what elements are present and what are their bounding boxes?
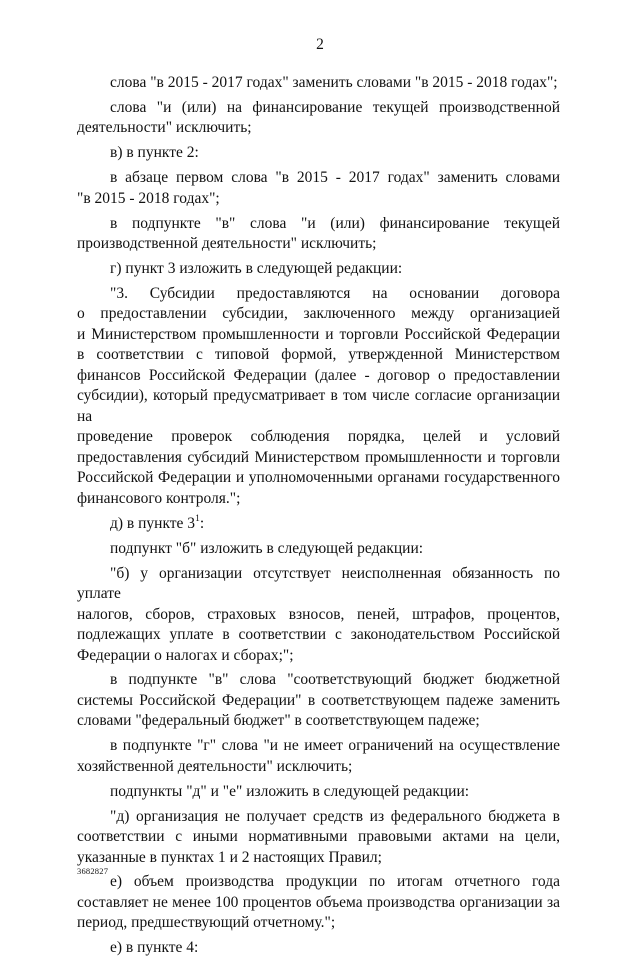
text-line bbox=[77, 304, 560, 325]
text-line-content: налогов, сборов, страховых взносов, пеней, штрафов, процентов, bbox=[77, 605, 560, 623]
text-line bbox=[77, 691, 560, 712]
text-line bbox=[77, 284, 560, 305]
text-line-content: системы Российской Федерации" в соответствующем падеже заменить bbox=[77, 691, 560, 709]
text-line bbox=[77, 468, 560, 489]
paragraph bbox=[77, 259, 560, 280]
paragraph bbox=[77, 143, 560, 164]
paragraph bbox=[77, 168, 560, 209]
text-line bbox=[77, 848, 560, 869]
text-line-content: в подпункте "в" слова "и (или) финансирование текущей bbox=[110, 214, 560, 232]
text-line-content: составляет не менее 100 процентов объема производства организации за bbox=[77, 893, 560, 911]
text-line-content: соответствии с иными нормативными правовыми актами на цели, bbox=[77, 828, 560, 846]
text-line bbox=[77, 757, 560, 778]
text-line bbox=[77, 938, 560, 959]
text-line bbox=[77, 736, 560, 757]
text-line-content: Федерации о налогах и сборах;"; bbox=[77, 646, 294, 664]
text-line bbox=[77, 893, 560, 914]
text-line bbox=[77, 98, 560, 119]
text-line-content: производственной деятельности" исключить; bbox=[77, 235, 377, 253]
text-line-content: е) в пункте 4: bbox=[110, 939, 199, 957]
text-line-content: в соответствии с типовой формой, утвержденной Министерством bbox=[77, 346, 560, 364]
text-line bbox=[77, 625, 560, 646]
text-line bbox=[77, 259, 560, 280]
text-line-content: Российской Федерации и уполномоченными органами государственного bbox=[77, 469, 560, 487]
text-line-content: хозяйственной деятельности" исключить; bbox=[77, 757, 353, 775]
text-line-content: в подпункте "г" слова "и не имеет ограничений на осуществление bbox=[110, 737, 560, 755]
paragraph bbox=[77, 872, 560, 934]
paragraph bbox=[77, 514, 560, 535]
text-line-content: проведение проверок соблюдения порядка, целей и условий bbox=[77, 428, 560, 446]
text-line-content: е) объем производства продукции по итогам отчетного года bbox=[110, 873, 560, 891]
paragraph bbox=[77, 564, 560, 667]
paragraph bbox=[77, 736, 560, 777]
text-line bbox=[77, 234, 560, 255]
text-line-content: д) в пункте 3 bbox=[110, 514, 196, 532]
text-line-content: предоставления субсидий Министерством промышленности и торговли bbox=[77, 448, 560, 466]
text-line bbox=[77, 143, 560, 164]
text-line bbox=[77, 214, 560, 235]
text-line-content: о предоставлении субсидии, заключенного между организацией bbox=[77, 305, 560, 323]
text-line bbox=[77, 366, 560, 387]
paragraph bbox=[77, 73, 560, 94]
text-line-content: слова "в 2015 - 2017 годах" заменить словами "в 2015 - 2018 годах"; bbox=[110, 74, 558, 91]
text-line bbox=[77, 427, 560, 448]
text-line-content: "д) организация не получает средств из федерального бюджета в bbox=[110, 807, 560, 825]
text-line-content: финансов Российской Федерации (далее - договор о предоставлении bbox=[77, 366, 560, 384]
text-line-content: подпункт "б" изложить в следующей редакции: bbox=[110, 539, 424, 557]
text-line bbox=[77, 448, 560, 469]
text-line-content: указанные в пунктах 1 и 2 настоящих Правил; bbox=[77, 848, 382, 866]
text-line-content: период, предшествующий отчетному."; bbox=[77, 914, 336, 932]
text-line-content: слова "и (или) на финансирование текущей производственной bbox=[110, 98, 560, 116]
document-body bbox=[77, 73, 560, 963]
text-line-content: в абзаце первом слова "в 2015 - 2017 годах" заменить словами bbox=[110, 169, 560, 187]
text-line bbox=[77, 564, 560, 605]
text-line bbox=[77, 514, 560, 535]
text-line-content: в подпункте "в" слова "соответствующий бюджет бюджетной bbox=[110, 671, 560, 689]
text-line-content: подпункты "д" и "е" изложить в следующей редакции: bbox=[110, 782, 470, 800]
paragraph bbox=[77, 214, 560, 255]
text-line bbox=[77, 605, 560, 626]
text-line bbox=[77, 386, 560, 427]
text-line bbox=[77, 118, 560, 139]
paragraph bbox=[77, 782, 560, 803]
text-line-content: "3. Субсидии предоставляются на основании договора bbox=[110, 284, 560, 302]
text-line-content: финансового контроля."; bbox=[77, 489, 241, 507]
paragraph bbox=[77, 98, 560, 139]
text-line-content: г) пункт 3 изложить в следующей редакции: bbox=[110, 259, 403, 277]
text-line bbox=[77, 73, 560, 94]
text-line bbox=[77, 782, 560, 803]
paragraph bbox=[77, 807, 560, 869]
text-line-content: деятельности" исключить; bbox=[77, 119, 252, 137]
text-line bbox=[77, 646, 560, 667]
text-line bbox=[77, 325, 560, 346]
text-line bbox=[77, 913, 560, 934]
text-line-content: в) в пункте 2: bbox=[110, 144, 199, 162]
text-line bbox=[77, 189, 560, 210]
text-line-content: субсидии), который предусматривает в том числе согласие организации на bbox=[77, 387, 560, 425]
page-number: 2 bbox=[316, 36, 324, 53]
text-line bbox=[77, 711, 560, 732]
text-line-content: и Министерством промышленности и торговли Российской Федерации bbox=[77, 325, 560, 343]
paragraph bbox=[77, 539, 560, 560]
text-line-content: "в 2015 - 2018 годах"; bbox=[77, 189, 220, 207]
text-line bbox=[77, 539, 560, 560]
text-line-content: подлежащих уплате в соответствии с законодательством Российской bbox=[77, 626, 560, 644]
text-suffix: : bbox=[199, 514, 205, 532]
document-code: 3682827 bbox=[77, 866, 109, 876]
paragraph bbox=[77, 938, 560, 959]
text-line bbox=[77, 872, 560, 893]
text-line-content: "б) у организации отсутствует неисполненная обязанность по уплате bbox=[77, 564, 560, 603]
superscript: 1 bbox=[195, 513, 200, 524]
text-line bbox=[77, 489, 560, 510]
paragraph bbox=[77, 670, 560, 732]
text-line bbox=[77, 345, 560, 366]
paragraph bbox=[77, 284, 560, 510]
text-line bbox=[77, 827, 560, 848]
text-line-content: словами "федеральный бюджет" в соответствующем падеже; bbox=[77, 712, 480, 730]
text-line bbox=[77, 168, 560, 189]
text-line bbox=[77, 670, 560, 691]
text-line bbox=[77, 807, 560, 828]
